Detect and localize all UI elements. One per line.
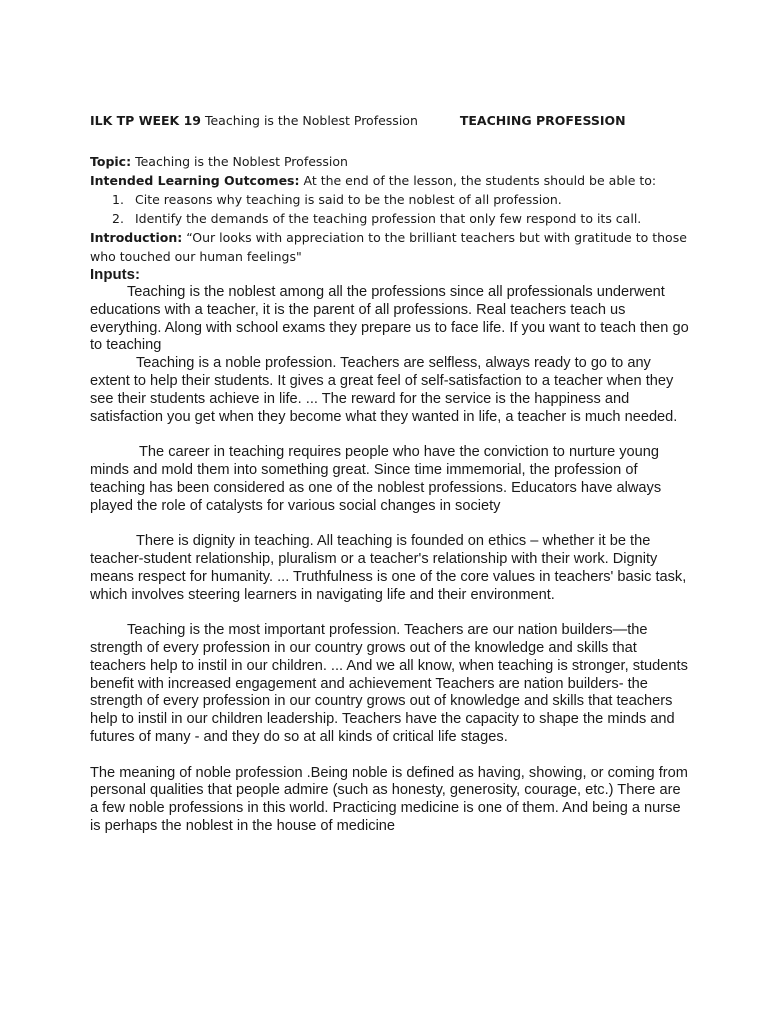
document-header [90, 112, 690, 130]
topic-label: Topic: [90, 154, 132, 169]
paragraph: There is dignity in teaching. All teaching is founded on ethics – whether it be the teacher-student relationship, pluralism or a teacher's relationship with their work. Dignity means respect for humanity. ... Truthfulness is one of the core values in teachers' basic task, which involves steering learners in navigating life and their environment. [90, 533, 687, 603]
list-item-number: 1. [112, 192, 124, 207]
week-label: ILK TP WEEK 19 [90, 113, 201, 128]
topic-value: Teaching is the Noblest Profession [135, 154, 348, 169]
list-item-text: Cite reasons why teaching is said to be the noblest of all profession. [135, 192, 562, 207]
introduction-text: “Our looks with appreciation to the brilliant teachers but with gratitude to those who touched our human feelings" [90, 230, 687, 264]
paragraph: Teaching is the noblest among all the professions since all professionals underwent educations with a teacher, it is the parent of all professions. Real teachers teach us everything. Along with school exams they prepare us to face life. If you want to teach then go to teaching [90, 284, 689, 354]
document-page [90, 112, 690, 836]
paragraph: Teaching is a noble profession. Teachers are selfless, always ready to go to any extent to help their students. It gives a great feel of self-satisfaction to a teacher when they see their students achieve in life. ... The reward for the service is the happiness and satisfaction you get when they become what they wanted in life, a teacher is much needed. [90, 355, 678, 425]
outcomes-intro: At the end of the lesson, the students should be able to: [303, 173, 657, 188]
list-item [90, 209, 690, 228]
section-title: TEACHING PROFESSION [459, 113, 626, 128]
week-title: Teaching is the Noblest Profession [204, 113, 418, 128]
introduction-line [90, 228, 690, 266]
paragraph: The career in teaching requires people who have the conviction to nurture young minds and mold them into something great. Since time immemorial, the profession of teaching has been considered as one of the noblest professions. Educators have always played the role of catalysts for various social changes in society [90, 444, 662, 514]
list-item [90, 190, 690, 209]
paragraph: Teaching is the most important profession. Teachers are our nation builders—the strength of every profession in our country grows out of the knowledge and skills that teachers help to instil in our children. ... And we all know, when teaching is stronger, students benefit with increased engagement and achievement Teachers are nation builders- the strength of every profession in our country grows out of knowledge and skills that teachers help to instil in our children leadership. Teachers have the capacity to shape the minds and futures of many - and they do so at all kinds of critical life stages. [90, 622, 688, 745]
list-item-number: 2. [112, 211, 124, 226]
topic-line [90, 152, 690, 171]
list-item-text: Identify the demands of the teaching profession that only few respond to its call. [135, 211, 642, 226]
inputs-heading: Inputs: [90, 266, 140, 283]
lesson-meta [90, 152, 690, 266]
outcomes-line [90, 171, 690, 190]
outcomes-list [90, 190, 690, 228]
introduction-label: Introduction: [90, 230, 183, 245]
inputs-body [90, 284, 690, 836]
paragraph: The meaning of noble profession .Being noble is defined as having, showing, or coming from personal qualities that people admire (such as honesty, generosity, courage, etc.) There are a few noble professions in this world. Practicing medicine is one of them. And being a nurse is perhaps the noblest in the house of medicine [90, 764, 688, 834]
outcomes-label: Intended Learning Outcomes: [90, 173, 300, 188]
